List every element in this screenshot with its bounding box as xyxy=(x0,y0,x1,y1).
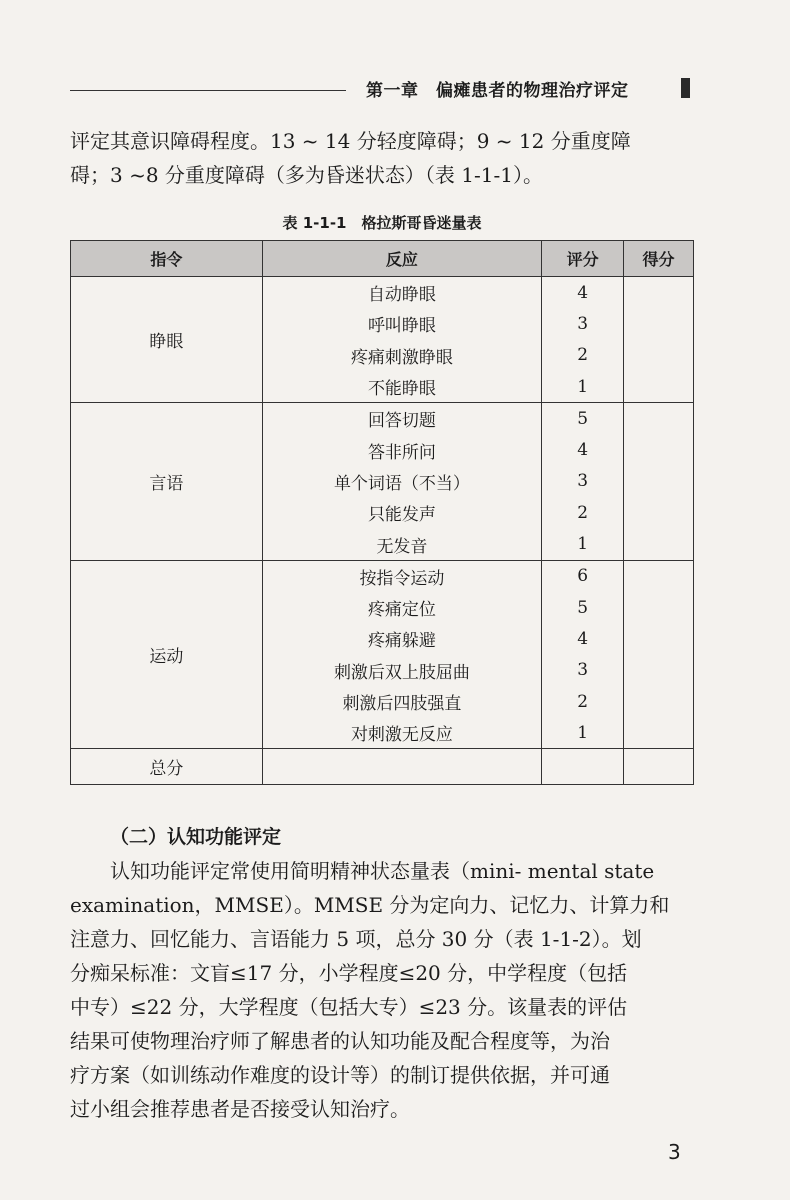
header-marker xyxy=(681,78,690,98)
text-line: 过小组会推荐患者是否接受认知治疗。 xyxy=(70,1097,410,1121)
response-cell: 刺激后双上肢屈曲 xyxy=(262,655,542,686)
text-line: 碍；3 ~8 分重度障碍（多为昏迷状态）（表 1-1-1）。 xyxy=(70,163,543,187)
page-number: 3 xyxy=(668,1140,681,1164)
response-cell: 无发音 xyxy=(262,528,542,560)
response-cell: 按指令运动 xyxy=(262,560,542,592)
total-row xyxy=(71,749,694,785)
table-row xyxy=(71,277,694,309)
response-cell: 疼痛定位 xyxy=(262,592,542,623)
score-cell: 3 xyxy=(542,308,624,339)
glasgow-coma-scale-table xyxy=(70,240,694,785)
score-cell: 3 xyxy=(542,466,624,497)
score-cell: 1 xyxy=(542,528,624,560)
score-cell: 1 xyxy=(542,371,624,403)
response-cell: 不能睁眼 xyxy=(262,371,542,403)
score-cell: 4 xyxy=(542,434,624,465)
score-cell: 2 xyxy=(542,686,624,717)
text-line: 结果可使物理治疗师了解患者的认知功能及配合程度等，为治 xyxy=(70,1029,610,1053)
score-cell: 5 xyxy=(542,403,624,435)
table-row xyxy=(71,403,694,435)
response-cell: 疼痛刺激睁眼 xyxy=(262,340,542,371)
table-body xyxy=(71,277,694,785)
table-header-row xyxy=(71,241,694,277)
score-cell: 4 xyxy=(542,277,624,309)
obtained-score-cell xyxy=(624,277,694,403)
header-obtained: 得分 xyxy=(624,241,694,277)
response-cell: 自动睁眼 xyxy=(262,277,542,309)
command-cell: 言语 xyxy=(71,403,263,560)
score-cell: 2 xyxy=(542,497,624,528)
response-cell: 单个词语（不当） xyxy=(262,466,542,497)
section-title: （二）认知功能评定 xyxy=(110,826,282,848)
total-empty-cell xyxy=(262,749,542,785)
score-cell: 5 xyxy=(542,592,624,623)
response-cell: 呼叫睁眼 xyxy=(262,308,542,339)
text-line: 评定其意识障碍程度。13 ~ 14 分轻度障碍；9 ~ 12 分重度障 xyxy=(70,129,631,153)
obtained-score-cell xyxy=(624,403,694,560)
text-line: 认知功能评定常使用简明精神状态量表（mini- mental state xyxy=(70,859,655,883)
response-cell: 疼痛躲避 xyxy=(262,623,542,654)
header-rule xyxy=(70,90,346,91)
table-row xyxy=(71,560,694,592)
response-cell: 答非所问 xyxy=(262,434,542,465)
running-header: 第一章 偏瘫患者的物理治疗评定 xyxy=(366,81,629,101)
text-line: 疗方案（如训练动作难度的设计等）的制订提供依据，并可通 xyxy=(70,1063,610,1087)
intro-paragraph xyxy=(70,124,694,192)
text-line: 注意力、回忆能力、言语能力 5 项，总分 30 分（表 1-1-2）。划 xyxy=(70,927,642,951)
total-empty-cell xyxy=(542,749,624,785)
header-score: 评分 xyxy=(542,241,624,277)
body-paragraph xyxy=(70,854,694,1126)
header-response: 反应 xyxy=(262,241,542,277)
total-empty-cell xyxy=(624,749,694,785)
command-cell: 运动 xyxy=(71,560,263,749)
score-cell: 2 xyxy=(542,340,624,371)
header-command: 指令 xyxy=(71,241,263,277)
response-cell: 只能发声 xyxy=(262,497,542,528)
obtained-score-cell xyxy=(624,560,694,749)
table-caption: 表 1-1-1 格拉斯哥昏迷量表 xyxy=(282,214,482,232)
response-cell: 回答切题 xyxy=(262,403,542,435)
response-cell: 刺激后四肢强直 xyxy=(262,686,542,717)
command-cell: 睁眼 xyxy=(71,277,263,403)
total-label: 总分 xyxy=(71,749,263,785)
text-line: 分痴呆标准：文盲≤17 分，小学程度≤20 分，中学程度（包括 xyxy=(70,961,628,985)
text-line: 中专）≤22 分，大学程度（包括大专）≤23 分。该量表的评估 xyxy=(70,995,628,1019)
score-cell: 4 xyxy=(542,623,624,654)
response-cell: 对刺激无反应 xyxy=(262,717,542,749)
score-cell: 1 xyxy=(542,717,624,749)
score-cell: 6 xyxy=(542,560,624,592)
text-line: examination，MMSE）。MMSE 分为定向力、记忆力、计算力和 xyxy=(70,893,670,917)
score-cell: 3 xyxy=(542,655,624,686)
